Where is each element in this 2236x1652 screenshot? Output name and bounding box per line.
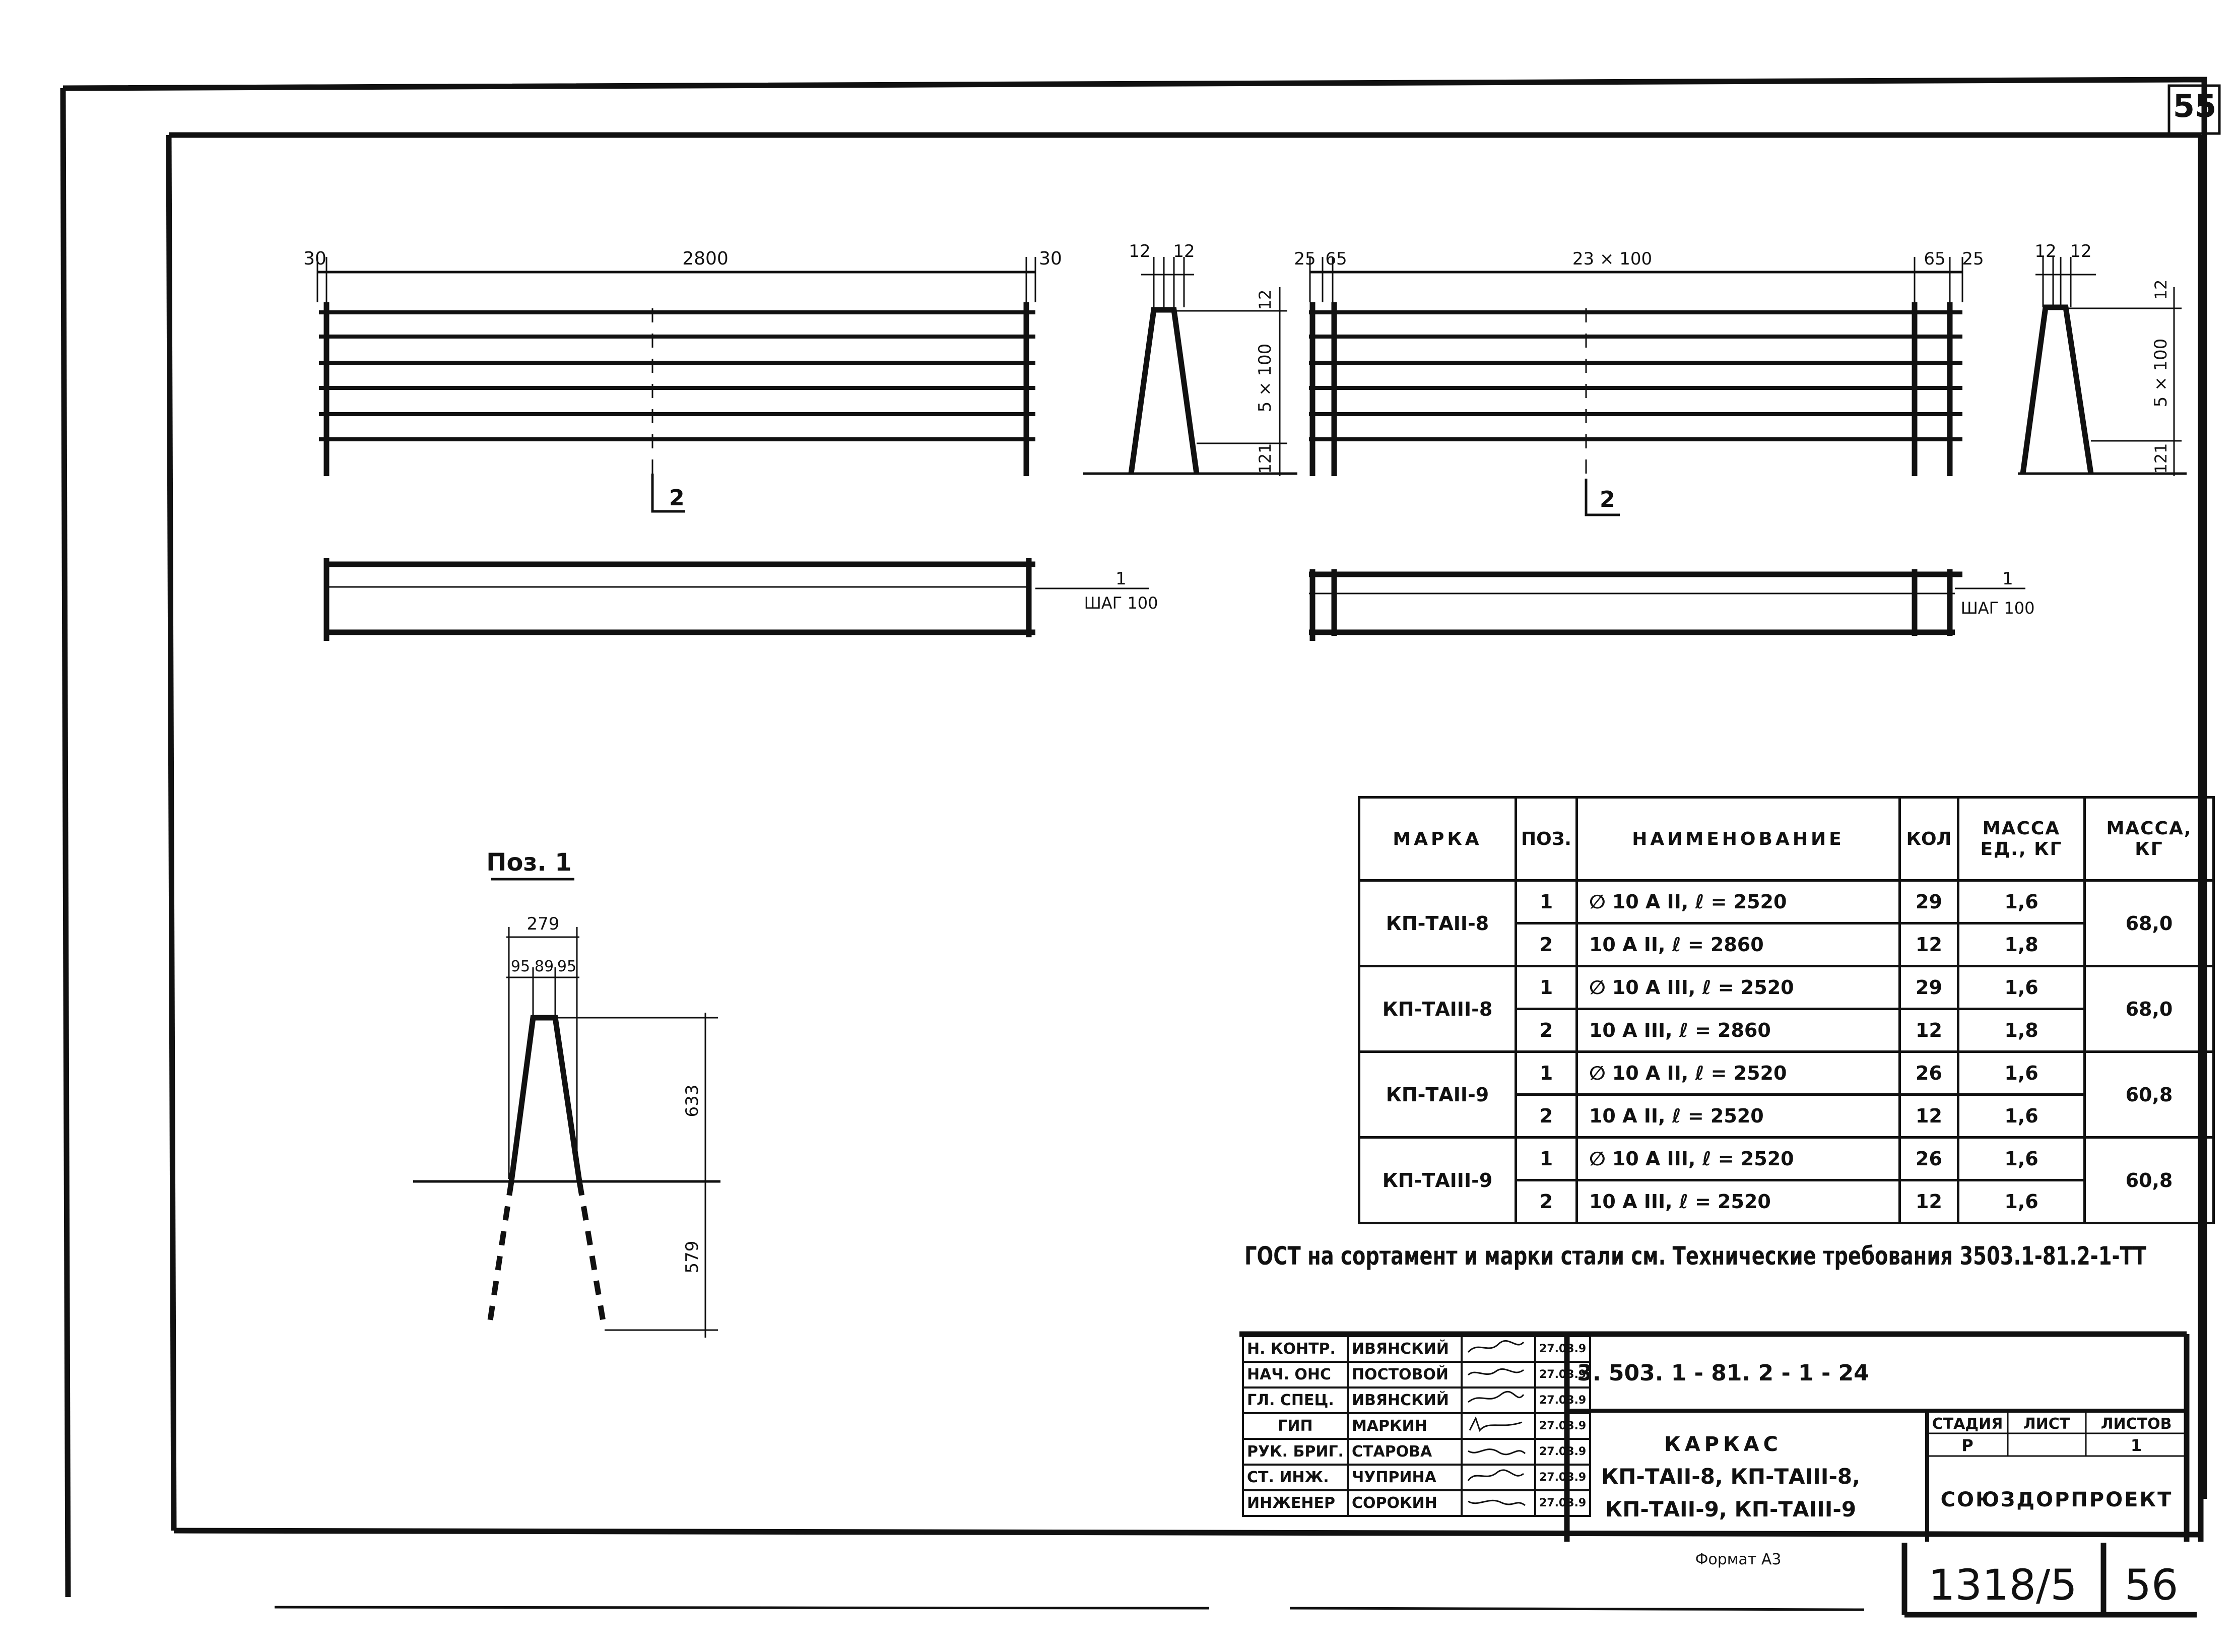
name-cell: 10 А II, ℓ = 2520 — [1576, 1095, 1899, 1138]
dim-right-a2: 65 — [1325, 249, 1347, 269]
qty-cell: 12 — [1899, 1095, 1958, 1138]
unit-mass-cell: 1,6 — [1958, 1138, 2084, 1180]
mass-cell: 68,0 — [2084, 966, 2213, 1052]
title-line1: КАРКАС — [1664, 1433, 1782, 1456]
name-cell: ЧУПРИНА — [1348, 1465, 1462, 1490]
sheets-header: ЛИСТОВ — [2100, 1415, 2172, 1433]
role-cell: ГИП — [1243, 1413, 1348, 1439]
qty-cell: 26 — [1899, 1052, 1958, 1095]
pos-cell: 1 — [1516, 966, 1577, 1009]
header-qty: КОЛ — [1899, 798, 1958, 881]
dim-right-b2: 25 — [1962, 249, 1984, 269]
name-cell: СТАРОВА — [1348, 1439, 1462, 1465]
pos-cell: 2 — [1516, 923, 1577, 966]
dim-section-b-top-a: 12 — [2034, 241, 2057, 261]
signature-row — [1243, 1465, 1590, 1490]
pos-cell: 2 — [1516, 1180, 1577, 1223]
name-cell: ПОСТОВОЙ — [1348, 1362, 1462, 1387]
signature-row — [1243, 1439, 1590, 1465]
detail-title: Поз. 1 — [486, 848, 572, 877]
gost-note: ГОСТ на сортамент и марки стали см. Технические требования 3503.1-81.2-1-ТТ — [1244, 1241, 2146, 1271]
mark-cell: КП-ТАII-9 — [1359, 1052, 1516, 1138]
header-pos: ПОЗ. — [1516, 798, 1577, 881]
dim-section-b-vert-bot: 121 — [2151, 443, 2171, 474]
table-row — [1359, 1052, 2214, 1095]
qty-cell: 29 — [1899, 966, 1958, 1009]
title-line2: КП-ТАII-8, КП-ТАIII-8, — [1601, 1464, 1861, 1489]
role-cell: НАЧ. ОНС — [1243, 1362, 1348, 1387]
detail-sub-c: 95 — [557, 958, 577, 975]
callout-pos1-right-num: 1 — [2002, 569, 2013, 589]
qty-cell: 12 — [1899, 923, 1958, 966]
mass-cell: 60,8 — [2084, 1138, 2213, 1223]
signature-table — [1242, 1335, 1591, 1517]
signature-mark — [1462, 1387, 1535, 1413]
unit-mass-cell: 1,6 — [1958, 1095, 2084, 1138]
dim-section-a-vert-bot: 121 — [1256, 443, 1275, 474]
qty-cell: 29 — [1899, 881, 1958, 923]
dim-right-span: 23 × 100 — [1572, 249, 1653, 269]
name-cell: ИВЯНСКИЙ — [1348, 1336, 1462, 1362]
signature-mark — [1462, 1336, 1535, 1362]
page-number-bottom: 56 — [2124, 1560, 2179, 1610]
name-cell: ∅ 10 А III, ℓ = 2520 — [1576, 1138, 1899, 1180]
table-row — [1359, 881, 2214, 923]
name-cell: 10 А III, ℓ = 2860 — [1576, 1009, 1899, 1052]
unit-mass-cell: 1,6 — [1958, 1052, 2084, 1095]
dim-section-a-top-b: 12 — [1173, 241, 1195, 261]
date-cell: 27.03.9 — [1535, 1465, 1590, 1490]
name-cell: 10 А II, ℓ = 2860 — [1576, 923, 1899, 966]
format-label: Формат А3 — [1695, 1551, 1782, 1568]
unit-mass-cell: 1,6 — [1958, 966, 2084, 1009]
signature-mark — [1462, 1439, 1535, 1465]
callout-pos1-right-step: ШАГ 100 — [1960, 599, 2035, 618]
mass-cell: 68,0 — [2084, 881, 2213, 966]
dim-section-a-top-a: 12 — [1129, 241, 1151, 261]
signature-row — [1243, 1387, 1590, 1413]
detail-height-top: 633 — [682, 1084, 702, 1117]
signature-row — [1243, 1413, 1590, 1439]
sheet-header: ЛИСТ — [2023, 1415, 2070, 1433]
left-cage-plan — [326, 558, 1149, 641]
stage-header: СТАДИЯ — [1932, 1415, 2003, 1433]
pos-cell: 1 — [1516, 881, 1577, 923]
archive-number: 1318/5 — [1928, 1560, 2077, 1610]
role-cell: РУК. БРИГ. — [1243, 1439, 1348, 1465]
qty-cell: 26 — [1899, 1138, 1958, 1180]
role-cell: СТ. ИНЖ. — [1243, 1465, 1348, 1490]
date-cell: 27.03.9 — [1535, 1413, 1590, 1439]
dim-right-a1: 25 — [1294, 249, 1316, 269]
dim-section-b-vert-mid: 5 × 100 — [2151, 338, 2171, 408]
unit-mass-cell: 1,8 — [1958, 1009, 2084, 1052]
right-cage-elevation — [1309, 257, 1962, 515]
dim-left-length: 2800 — [682, 248, 729, 269]
name-cell: ИВЯНСКИЙ — [1348, 1387, 1462, 1413]
mark-cell: КП-ТАII-8 — [1359, 881, 1516, 966]
signature-row — [1243, 1362, 1590, 1387]
callout-pos2-right: 2 — [1600, 487, 1615, 512]
signature-row — [1243, 1490, 1590, 1516]
date-cell: 27.03.9 — [1535, 1387, 1590, 1413]
page-number-top: 55 — [2173, 88, 2217, 124]
role-cell: Н. КОНТР. — [1243, 1336, 1348, 1362]
mass-cell: 60,8 — [2084, 1052, 2213, 1138]
signature-mark — [1462, 1413, 1535, 1439]
date-cell: 27.03.9 — [1535, 1362, 1590, 1387]
detail-pos1 — [413, 879, 720, 1338]
role-cell: ГЛ. СПЕЦ. — [1243, 1387, 1348, 1413]
date-cell: 27.03.9 — [1535, 1490, 1590, 1516]
header-name: НАИМЕНОВАНИЕ — [1576, 798, 1899, 881]
unit-mass-cell: 1,6 — [1958, 1180, 2084, 1223]
pos-cell: 1 — [1516, 1052, 1577, 1095]
right-cage-plan — [1309, 569, 2025, 641]
detail-height-bottom: 579 — [682, 1240, 702, 1274]
qty-cell: 12 — [1899, 1009, 1958, 1052]
callout-pos1-left-num: 1 — [1115, 569, 1127, 589]
title-line3: КП-ТАII-9, КП-ТАIII-9 — [1605, 1497, 1857, 1522]
qty-cell: 12 — [1899, 1180, 1958, 1223]
dim-right-b1: 65 — [1924, 249, 1946, 269]
callout-pos2-left: 2 — [669, 485, 685, 511]
signature-row — [1243, 1336, 1590, 1362]
unit-mass-cell: 1,6 — [1958, 881, 2084, 923]
spec-header-row — [1359, 798, 2214, 881]
signature-mark — [1462, 1362, 1535, 1387]
signature-mark — [1462, 1465, 1535, 1490]
dim-section-b-vert-top: 12 — [2151, 279, 2171, 300]
header-unit-mass: МАССА ЕД., КГ — [1958, 798, 2084, 881]
doc-code: 3. 503. 1 - 81. 2 - 1 - 24 — [1577, 1360, 1869, 1386]
date-cell: 27.03.9 — [1535, 1439, 1590, 1465]
pos-cell: 2 — [1516, 1009, 1577, 1052]
pos-cell: 1 — [1516, 1138, 1577, 1180]
name-cell: СОРОКИН — [1348, 1490, 1462, 1516]
name-cell: 10 А III, ℓ = 2520 — [1576, 1180, 1899, 1223]
detail-sub-b: 89 — [534, 958, 554, 975]
dim-section-b-top-b: 12 — [2070, 241, 2092, 261]
detail-sub-a: 95 — [510, 958, 531, 975]
name-cell: ∅ 10 А III, ℓ = 2520 — [1576, 966, 1899, 1009]
mark-cell: КП-ТАIII-8 — [1359, 966, 1516, 1052]
signature-mark — [1462, 1490, 1535, 1516]
left-cage-elevation — [317, 257, 1035, 511]
sheets-value: 1 — [2130, 1436, 2142, 1455]
spec-table — [1358, 796, 2215, 1224]
callout-pos1-left-step: ШАГ 100 — [1084, 593, 1158, 613]
detail-width: 279 — [527, 914, 560, 934]
header-mark: МАРКА — [1359, 798, 1516, 881]
mark-cell: КП-ТАIII-9 — [1359, 1138, 1516, 1223]
dim-left-end-a: 30 — [303, 248, 326, 269]
dim-section-a-vert-mid: 5 × 100 — [1255, 343, 1275, 413]
pos-cell: 2 — [1516, 1095, 1577, 1138]
name-cell: ∅ 10 А II, ℓ = 2520 — [1576, 1052, 1899, 1095]
table-row — [1359, 1138, 2214, 1180]
table-row — [1359, 966, 2214, 1009]
header-mass: МАССА, КГ — [2084, 798, 2213, 881]
stage-value: Р — [1961, 1436, 1974, 1455]
dim-section-a-vert-top: 12 — [1256, 289, 1275, 310]
role-cell: ИНЖЕНЕР — [1243, 1490, 1348, 1516]
date-cell: 27.03.9 — [1535, 1336, 1590, 1362]
unit-mass-cell: 1,8 — [1958, 923, 2084, 966]
name-cell: МАРКИН — [1348, 1413, 1462, 1439]
name-cell: ∅ 10 А II, ℓ = 2520 — [1576, 881, 1899, 923]
dim-left-end-b: 30 — [1039, 248, 1062, 269]
organization: СОЮЗДОРПРОЕКТ — [1940, 1488, 2173, 1511]
